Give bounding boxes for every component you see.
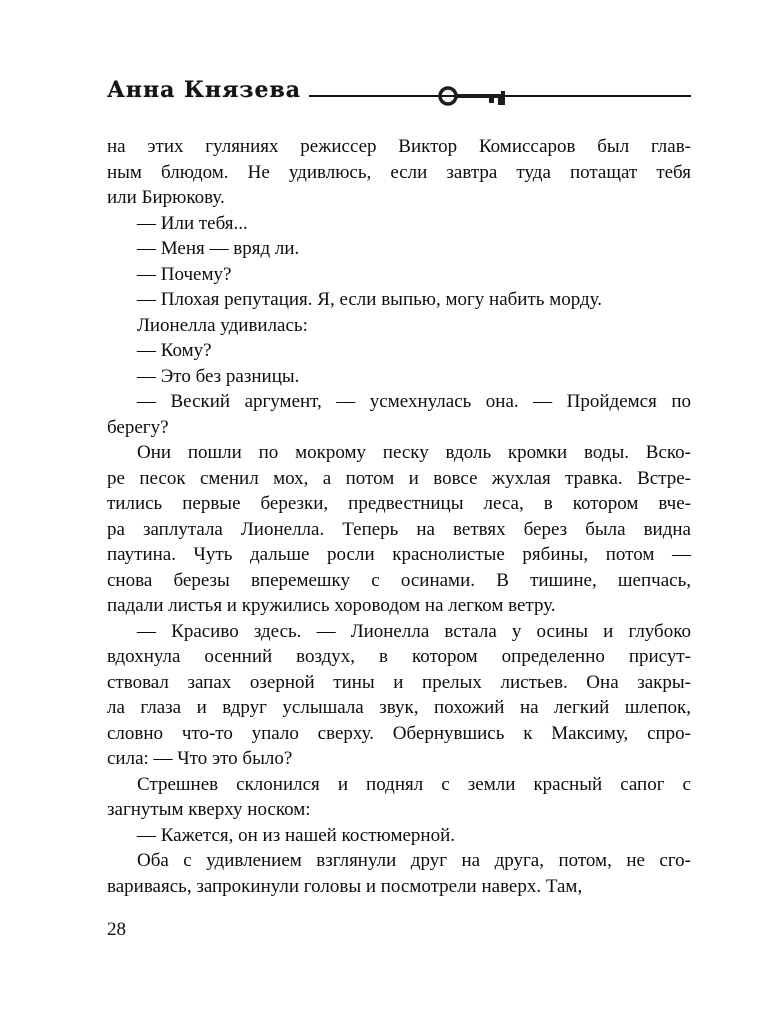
text-line: — Это без разницы. [137, 365, 300, 387]
text-line: — Почему? [137, 263, 232, 285]
text-line: ра заплутала Лионелла. Теперь на ветвях берез была видна [107, 518, 691, 540]
text-line: — Красиво здесь. — Лионелла встала у осины и глубоко [137, 620, 691, 642]
author-logo: Анна Князева [107, 77, 301, 103]
header-rule [309, 95, 691, 97]
text-line: словно что-то упало сверху. Обернувшись к Максиму, спро- [107, 722, 691, 744]
text-line: паутина. Чуть дальше росли краснолистые рябины, потом — [107, 544, 691, 565]
text-line: снова березы вперемешку с осинами. В тишине, шепчась, [107, 569, 691, 591]
text-line: Стрешнев склонился и поднял с земли красный сапог с [137, 773, 691, 795]
paragraph [107, 287, 691, 313]
paragraph [107, 236, 691, 262]
text-line: берегу? [107, 416, 169, 438]
text-line: загнутым кверху носком: [107, 799, 311, 820]
text-line: Они пошли по мокрому песку вдоль кромки воды. Вско- [137, 442, 691, 463]
text-line: ла глаза и вдруг услышала звук, похожий на легкий шлепок, [107, 697, 691, 718]
paragraph [107, 134, 691, 211]
text-line: тились первые березки, предвестницы леса, в котором вче- [107, 493, 691, 514]
text-line: — Веский аргумент, — усмехнулась она. — Пройдемся по [137, 391, 691, 412]
text-line: — Меня — вряд ли. [137, 238, 300, 259]
text-line: вдохнула осенний воздух, в котором определенно присут- [107, 646, 691, 667]
text-line: — Или тебя... [137, 212, 248, 234]
text-line: ствовал запах озерной тины и прелых листьев. Она закры- [107, 671, 691, 693]
text-line: падали листья и кружились хороводом на легком ветру. [107, 595, 556, 616]
page-header [107, 78, 691, 102]
text-line: — Кому? [137, 340, 212, 361]
text-line: ным блюдом. Не удивлюсь, если завтра туда потащат тебя [107, 161, 691, 183]
text-block [107, 134, 691, 899]
paragraph [107, 848, 691, 899]
text-line: — Плохая репутация. Я, если выпью, могу набить морду. [137, 289, 602, 310]
paragraph [107, 772, 691, 823]
text-line: Лионелла удивилась: [137, 314, 308, 336]
text-line: сила: — Что это было? [107, 748, 293, 769]
text-line: на этих гуляниях режиссер Виктор Комиссаров был глав- [107, 136, 691, 157]
text-line: Оба с удивлением взглянули друг на друга, потом, не сго- [137, 850, 691, 871]
paragraph [107, 619, 691, 772]
text-line: — Кажется, он из нашей костюмерной. [137, 824, 456, 846]
text-line: или Бирюкову. [107, 187, 225, 208]
key-ornament-icon [437, 83, 511, 109]
paragraph [107, 440, 691, 619]
text-line: вариваясь, запрокинули головы и посмотрели наверх. Там, [107, 875, 583, 897]
paragraph [107, 211, 691, 237]
paragraph [107, 338, 691, 364]
paragraph [107, 389, 691, 440]
page-number: 28 [107, 919, 126, 940]
paragraph [107, 262, 691, 288]
paragraph [107, 823, 691, 849]
paragraph [107, 364, 691, 390]
text-line: ре песок сменил мох, а потом и вовсе жухлая травка. Встре- [107, 467, 691, 489]
paragraph [107, 313, 691, 339]
